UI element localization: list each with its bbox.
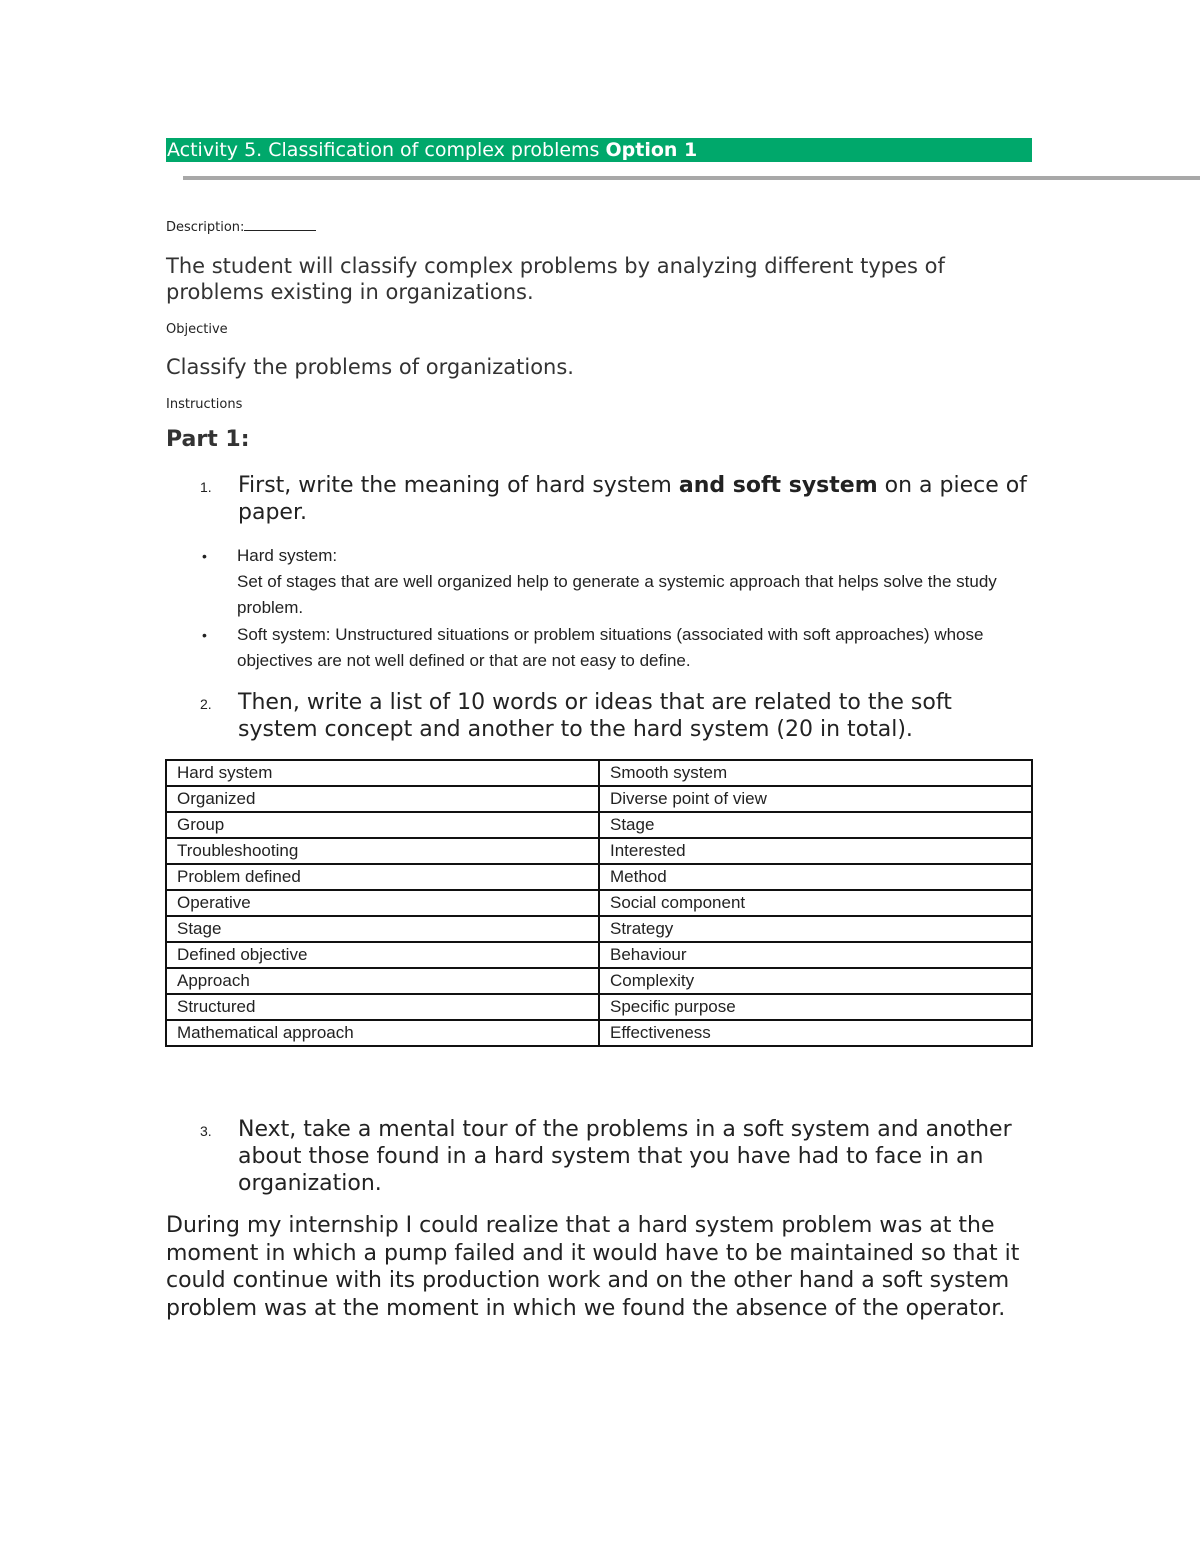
table-row <box>166 1020 1032 1046</box>
objective-text: Classify the problems of organizations. <box>166 355 574 379</box>
table-row <box>166 968 1032 994</box>
description-label-row <box>166 220 316 235</box>
soft-system-cell: Strategy <box>599 916 1032 942</box>
activity-title-bar <box>166 138 1032 162</box>
item-number: 2. <box>200 696 212 712</box>
item-number: 1. <box>200 479 212 495</box>
table-row <box>166 994 1032 1020</box>
bullet-hard-system <box>166 543 1036 621</box>
soft-system-cell: Social component <box>599 890 1032 916</box>
hard-system-cell: Stage <box>166 916 599 942</box>
bullet-text: Soft system: Unstructured situations or problem situations (associated with soft approaches) whose objectives are not well defined or that are not easy to define. <box>237 625 984 670</box>
soft-system-cell: Diverse point of view <box>599 786 1032 812</box>
item-text-plain: First, write the meaning of hard system <box>238 473 679 498</box>
hard-system-cell: Organized <box>166 786 599 812</box>
item-text <box>238 472 1036 526</box>
item-text: Then, write a list of 10 words or ideas that are related to the soft system concept and another to the hard system (20 in total). <box>238 690 952 742</box>
words-table <box>165 759 1033 1047</box>
hard-system-cell: Hard system <box>166 760 599 786</box>
bullet-icon: • <box>202 627 207 643</box>
instruction-item-2 <box>166 689 1036 743</box>
item-text-tail: on a piece of paper. <box>238 473 1027 525</box>
item-text: Next, take a mental tour of the problems in a soft system and another about those found in a hard system that you have had to face in an organization. <box>238 1117 1012 1196</box>
table-row <box>166 864 1032 890</box>
soft-system-cell: Effectiveness <box>599 1020 1032 1046</box>
table-row <box>166 786 1032 812</box>
hard-system-cell: Group <box>166 812 599 838</box>
instruction-item-1 <box>166 472 1036 526</box>
soft-system-cell: Smooth system <box>599 760 1032 786</box>
table-row <box>166 890 1032 916</box>
hard-system-cell: Mathematical approach <box>166 1020 599 1046</box>
table-row <box>166 812 1032 838</box>
soft-system-cell: Complexity <box>599 968 1032 994</box>
header-divider <box>183 176 1200 180</box>
hard-system-cell: Defined objective <box>166 942 599 968</box>
activity-title: Activity 5. Classification of complex problems <box>167 139 606 161</box>
table-row <box>166 760 1032 786</box>
bullet-title: Hard system: <box>237 546 338 565</box>
soft-system-cell: Interested <box>599 838 1032 864</box>
description-blank-line <box>244 220 316 231</box>
instruction-item-3 <box>166 1116 1036 1197</box>
part-title: Part 1: <box>166 427 250 452</box>
conclusion-paragraph: During my internship I could realize that a hard system problem was at the moment in which a pump failed and it would have to be maintained so that it could continue with its production work and on the other hand a soft system problem was at the moment in which we found the absence of the operator. <box>166 1213 1020 1321</box>
bullet-text: Set of stages that are well organized help to generate a systemic approach that helps solve the study problem. <box>237 572 997 617</box>
item-number: 3. <box>200 1123 212 1139</box>
item-text-bold: and soft system <box>678 473 878 498</box>
description-text: The student will classify complex problems by analyzing different types of problems existing in organizations. <box>166 254 945 304</box>
soft-system-cell: Behaviour <box>599 942 1032 968</box>
soft-system-cell: Method <box>599 864 1032 890</box>
table-row <box>166 838 1032 864</box>
hard-system-cell: Troubleshooting <box>166 838 599 864</box>
hard-system-cell: Approach <box>166 968 599 994</box>
bullet-icon: • <box>202 548 207 564</box>
activity-option: Option 1 <box>605 139 698 161</box>
soft-system-cell: Specific purpose <box>599 994 1032 1020</box>
table-row <box>166 942 1032 968</box>
soft-system-cell: Stage <box>599 812 1032 838</box>
bullet-soft-system <box>166 622 1036 674</box>
table-row <box>166 916 1032 942</box>
hard-system-cell: Structured <box>166 994 599 1020</box>
objective-label: Objective <box>166 322 228 337</box>
instructions-label: Instructions <box>166 397 243 412</box>
hard-system-cell: Operative <box>166 890 599 916</box>
description-label: Description: <box>166 220 245 235</box>
hard-system-cell: Problem defined <box>166 864 599 890</box>
words-table-wrapper <box>165 759 1033 1047</box>
